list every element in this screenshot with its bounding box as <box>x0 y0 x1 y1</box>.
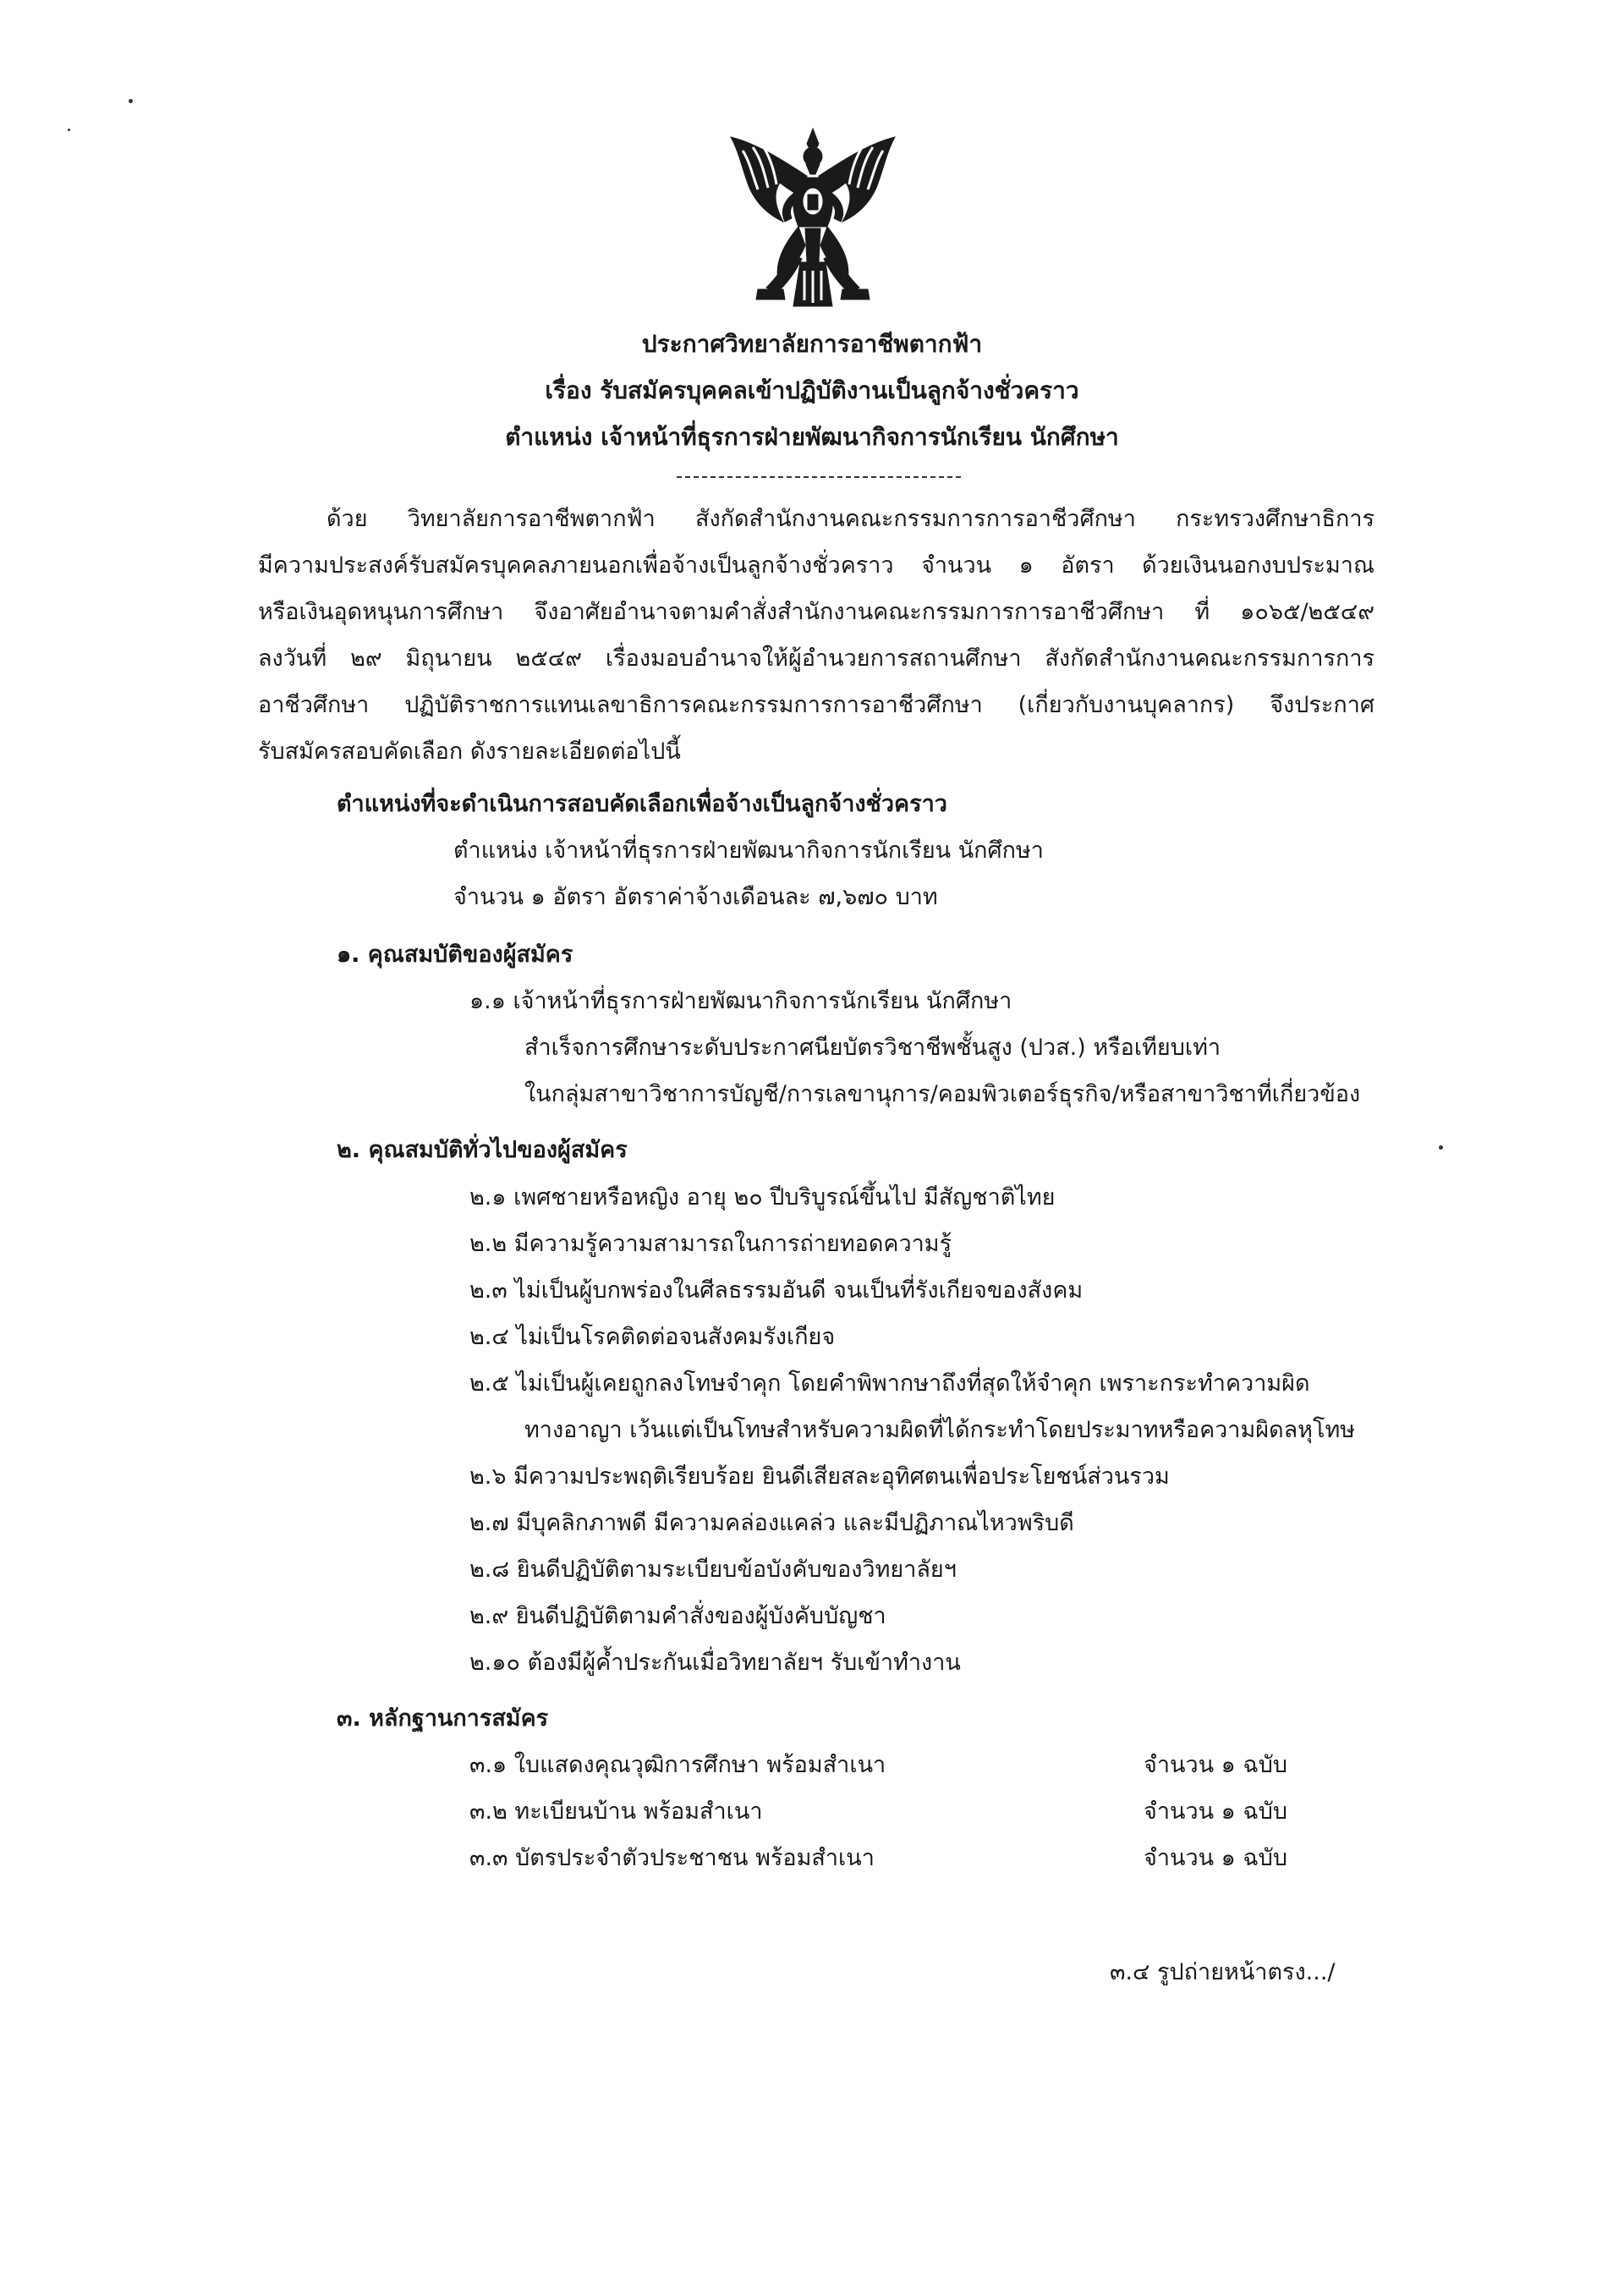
intro-line: อาชีวศึกษา ปฏิบัติราชการแทนเลขาธิการคณะกรรมการการอาชีวศึกษา (เกี่ยวกับงานบุคลากร) จึงประกาศ <box>258 692 1374 718</box>
section2-item: ๒.๔ ไม่เป็นโรคติดต่อจนสังคมรังเกียจ <box>469 1324 836 1350</box>
announcement-title: ประกาศวิทยาลัยการอาชีพตากฟ้า <box>641 330 983 358</box>
section1-heading: ๑. คุณสมบัติของผู้สมัคร <box>337 942 573 968</box>
position-heading: ตำแหน่งที่จะดำเนินการสอบคัดเลือกเพื่อจ้างเป็นลูกจ้างชั่วคราว <box>337 791 947 817</box>
section1-line: ๑.๑ เจ้าหน้าที่ธุรการฝ่ายพัฒนากิจการนักเรียน นักศึกษา <box>469 988 1012 1014</box>
position-name: ตำแหน่ง เจ้าหน้าที่ธุรการฝ่ายพัฒนากิจการนักเรียน นักศึกษา <box>453 837 1044 864</box>
continued-marker: ๓.๔ รูปถ่ายหน้าตรง.../ <box>1110 1959 1336 1985</box>
section2-item: ๒.๗ มีบุคลิกภาพดี มีความคล่องแคล่ว และมีปฏิภาณไหวพริบดี <box>469 1510 1074 1536</box>
document-row-qty: จำนวน ๑ ฉบับ <box>1144 1845 1288 1871</box>
intro-line: มีความประสงค์รับสมัครบุคคลภายนอกเพื่อจ้างเป็นลูกจ้างชั่วคราว จำนวน ๑ อัตรา ด้วยเงินนอกงบประมาณ <box>258 552 1374 579</box>
section2-item: ๒.๕ ไม่เป็นผู้เคยถูกลงโทษจำคุก โดยคำพิพากษาถึงที่สุดให้จำคุก เพราะกระทำความผิด <box>469 1370 1310 1397</box>
announcement-subject: เรื่อง รับสมัครบุคคลเข้าปฏิบัติงานเป็นลูกจ้างชั่วคราว <box>545 376 1079 404</box>
section2-heading: ๒. คุณสมบัติทั่วไปของผู้สมัคร <box>337 1137 628 1163</box>
section2-item: ๒.๘ ยินดีปฏิบัติตามระเบียบข้อบังคับของวิทยาลัยฯ <box>469 1557 957 1583</box>
section2-item: ๒.๙ ยินดีปฏิบัติตามคำสั่งของผู้บังคับบัญชา <box>469 1603 886 1629</box>
document-row-label: ๓.๓ บัตรประจำตัวประชาชน พร้อมสำเนา <box>469 1845 875 1871</box>
section2-item-continued: ทางอาญา เว้นแต่เป็นโทษสำหรับความผิดที่ได้กระทำโดยประมาทหรือความผิดลหุโทษ <box>524 1417 1356 1443</box>
section2-item: ๒.๖ มีความประพฤติเรียบร้อย ยินดีเสียสละอุทิศตนเพื่อประโยชน์ส่วนรวม <box>469 1463 1170 1490</box>
scan-speck <box>129 99 133 103</box>
section2-item: ๒.๓ ไม่เป็นผู้บกพร่องในศีลธรรมอันดี จนเป็นที่รังเกียจของสังคม <box>469 1277 1084 1304</box>
intro-line: รับสมัครสอบคัดเลือก ดังรายละเอียดต่อไปนี้ <box>258 738 681 765</box>
garuda-emblem-icon <box>724 127 902 309</box>
intro-line: ด้วย วิทยาลัยการอาชีพตากฟ้า สังกัดสำนักงานคณะกรรมการการอาชีวศึกษา กระทรวงศึกษาธิการ <box>326 506 1374 532</box>
position-count: จำนวน ๑ อัตรา อัตราค่าจ้างเดือนละ ๗,๖๗๐ บาท <box>453 884 938 910</box>
intro-line: หรือเงินอุดหนุนการศึกษา จึงอาศัยอำนาจตามคำสั่งสำนักงานคณะกรรมการการอาชีวศึกษา ที่ ๑๐๖๕/๒๕๔๙ <box>258 599 1374 625</box>
document-row-label: ๓.๒ ทะเบียนบ้าน พร้อมสำเนา <box>469 1798 763 1825</box>
section2-item: ๒.๑๐ ต้องมีผู้ค้ำประกันเมื่อวิทยาลัยฯ รับเข้าทำงาน <box>469 1650 961 1676</box>
section1-line: ในกลุ่มสาขาวิชาการบัญชี/การเลขานุการ/คอมพิวเตอร์ธุรกิจ/หรือสาขาวิชาที่เกี่ยวข้อง <box>524 1081 1361 1107</box>
header-divider <box>677 476 961 478</box>
section2-item: ๒.๑ เพศชายหรือหญิง อายุ ๒๐ ปีบริบูรณ์ขึ้นไป มีสัญชาติไทย <box>469 1184 1056 1211</box>
document-row-qty: จำนวน ๑ ฉบับ <box>1144 1798 1288 1825</box>
section2-item: ๒.๒ มีความรู้ความสามารถในการถ่ายทอดความรู้ <box>469 1231 952 1257</box>
scan-speck <box>68 129 70 131</box>
document-row-qty: จำนวน ๑ ฉบับ <box>1144 1752 1288 1778</box>
document-row-label: ๓.๑ ใบแสดงคุณวุฒิการศึกษา พร้อมสำเนา <box>469 1752 886 1778</box>
announcement-position: ตำแหน่ง เจ้าหน้าที่ธุรการฝ่ายพัฒนากิจการนักเรียน นักศึกษา <box>505 423 1119 451</box>
section1-line: สำเร็จการศึกษาระดับประกาศนียบัตรวิชาชีพชั้นสูง (ปวส.) หรือเทียบเท่า <box>524 1035 1221 1061</box>
scan-speck <box>1439 1145 1443 1150</box>
intro-line: ลงวันที่ ๒๙ มิถุนายน ๒๕๔๙ เรื่องมอบอำนาจให้ผู้อำนวยการสถานศึกษา สังกัดสำนักงานคณะกรรมการการ <box>258 645 1374 672</box>
section3-heading: ๓. หลักฐานการสมัคร <box>337 1705 549 1732</box>
